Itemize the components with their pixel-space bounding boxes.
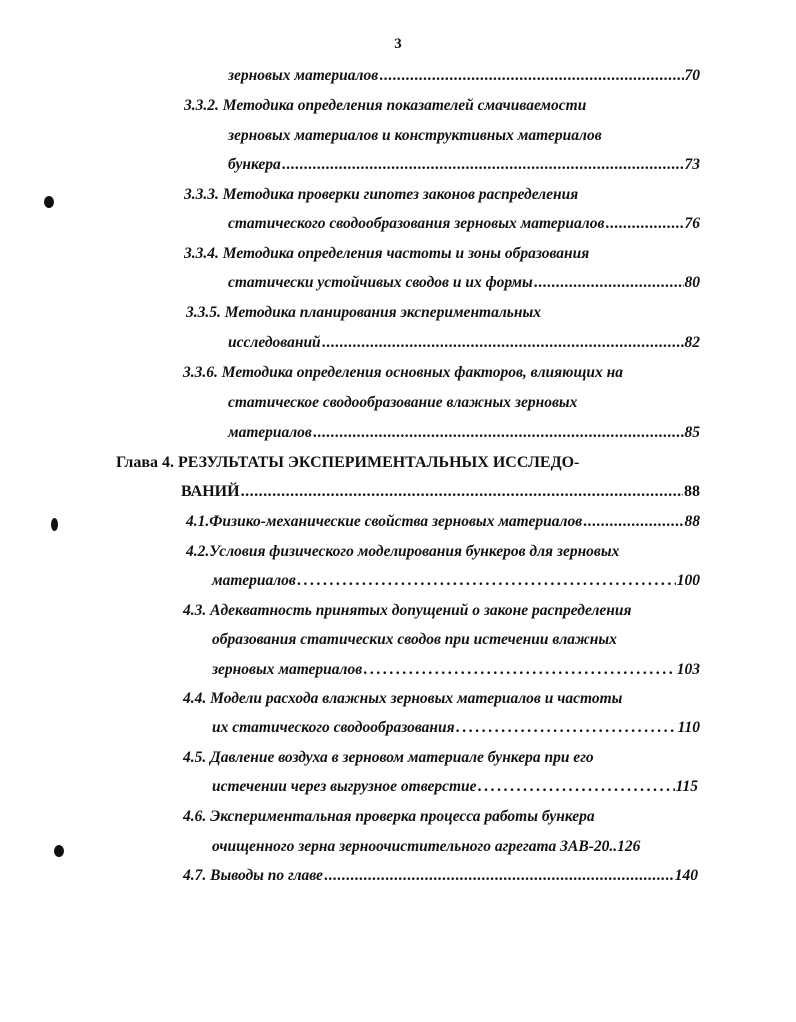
toc-page-number: 126 <box>617 838 641 855</box>
toc-entry-4-2-end <box>212 571 700 591</box>
toc-entry-text: бункера <box>228 156 281 173</box>
toc-entry-3-3-3-title: 3.3.3. Методика проверки гипотез законов распределения <box>184 186 579 203</box>
toc-entry-text: материалов <box>228 424 312 441</box>
toc-entry-4-7 <box>183 866 698 886</box>
toc-entry-4-4-end <box>212 718 700 738</box>
toc-page-number: 140 <box>674 867 698 884</box>
punch-mark <box>44 196 54 208</box>
page-number: 3 <box>394 36 402 52</box>
toc-entry-3-3-4-end <box>228 273 700 293</box>
toc-entry-4-3-cont: образования статических сводов при истечении влажных <box>212 631 617 648</box>
toc-entry-3-3-2-title: 3.3.2. Методика определения показателей смачиваемости <box>184 97 587 114</box>
dot-leader <box>478 777 675 797</box>
toc-page-number: 73 <box>684 156 700 173</box>
toc-page-number: 76 <box>684 215 700 232</box>
toc-entry-4-3-title: 4.3. Адекватность принятых допущений о законе распределения <box>183 602 632 619</box>
toc-entry-text: очищенного зерна зерноочистительного агрегата ЗАВ-20.. <box>212 838 618 855</box>
toc-entry-3-3-4-title: 3.3.4. Методика определения частоты и зоны образования <box>184 245 590 262</box>
toc-entry-3-3-2-end <box>228 155 700 175</box>
toc-entry-text: статически устойчивых сводов и их формы <box>228 274 533 291</box>
toc-entry-3-3-2-cont: зерновых материалов и конструктивных материалов <box>228 127 602 144</box>
toc-chapter-4-end <box>181 482 700 502</box>
toc-page-number: 103 <box>676 661 700 678</box>
toc-entry-text: зерновых материалов <box>228 67 379 84</box>
toc-entry-text: истечении через выгрузное отверстие <box>212 778 477 795</box>
dot-leader <box>241 482 683 502</box>
toc-page-number: 100 <box>676 572 700 589</box>
toc-entry-text: 4.1.Физико-механические свойства зерновых материалов <box>186 513 583 530</box>
toc-entry-4-4-title: 4.4. Модели расхода влажных зерновых материалов и частоты <box>183 690 623 707</box>
dot-leader <box>282 155 684 175</box>
toc-page-number: 85 <box>684 424 700 441</box>
toc-chapter-4-title: Глава 4. РЕЗУЛЬТАТЫ ЭКСПЕРИМЕНТАЛЬНЫХ ИССЛЕДО- <box>116 454 580 471</box>
dot-leader <box>605 214 683 234</box>
toc-entry-text: статического сводообразования зерновых материалов <box>228 215 605 232</box>
toc-entry-4-6-end <box>212 837 700 857</box>
dot-leader <box>363 660 676 680</box>
toc-page-number: 115 <box>675 778 698 795</box>
toc-entry-3-3-6-end <box>228 423 700 443</box>
toc-entry-4-5-end <box>212 777 698 797</box>
dot-leader <box>313 423 684 443</box>
dot-leader <box>322 333 684 353</box>
toc-page-number: 110 <box>677 719 700 736</box>
toc-entry-text: зерновых материалов <box>212 661 363 678</box>
toc-entry-4-6-title: 4.6. Экспериментальная проверка процесса работы бункера <box>183 808 595 825</box>
toc-entry-4-1 <box>186 512 700 532</box>
toc-page-number: 88 <box>684 513 700 530</box>
toc-entry-text: ВАНИЙ <box>181 483 240 500</box>
dot-leader <box>534 273 684 293</box>
dot-leader <box>297 571 676 591</box>
dot-leader <box>456 718 677 738</box>
toc-entry-text: материалов <box>212 572 296 589</box>
toc-page-number: 80 <box>684 274 700 291</box>
punch-mark <box>54 845 64 857</box>
toc-entry-3-3-6-cont: статическое сводообразование влажных зерновых <box>228 394 578 411</box>
toc-entry-4-5-title: 4.5. Давление воздуха в зерновом материале бункера при его <box>183 749 594 766</box>
dot-leader <box>324 866 674 886</box>
toc-entry-4-3-end <box>212 660 700 680</box>
toc-entry-4-2-title: 4.2.Условия физического моделирования бункеров для зерновых <box>186 543 620 560</box>
toc-entry-3-3-5-title: 3.3.5. Методика планирования экспериментальных <box>186 304 542 321</box>
toc-page-number: 88 <box>684 483 700 500</box>
toc-entry-text: 4.7. Выводы по главе <box>183 867 323 884</box>
punch-mark <box>51 518 58 531</box>
toc-page-number: 82 <box>684 334 700 351</box>
toc-entry-3-3-1-end <box>228 66 700 86</box>
toc-entry-3-3-5-end <box>228 333 700 353</box>
toc-page-number: 70 <box>684 67 700 84</box>
dot-leader <box>379 66 683 86</box>
toc-entry-text: их статического сводообразования <box>212 719 455 736</box>
toc-entry-3-3-6-title: 3.3.6. Методика определения основных факторов, влияющих на <box>183 364 623 381</box>
toc-entry-text: исследований <box>228 334 321 351</box>
dot-leader <box>583 512 683 532</box>
toc-entry-3-3-3-end <box>228 214 700 234</box>
